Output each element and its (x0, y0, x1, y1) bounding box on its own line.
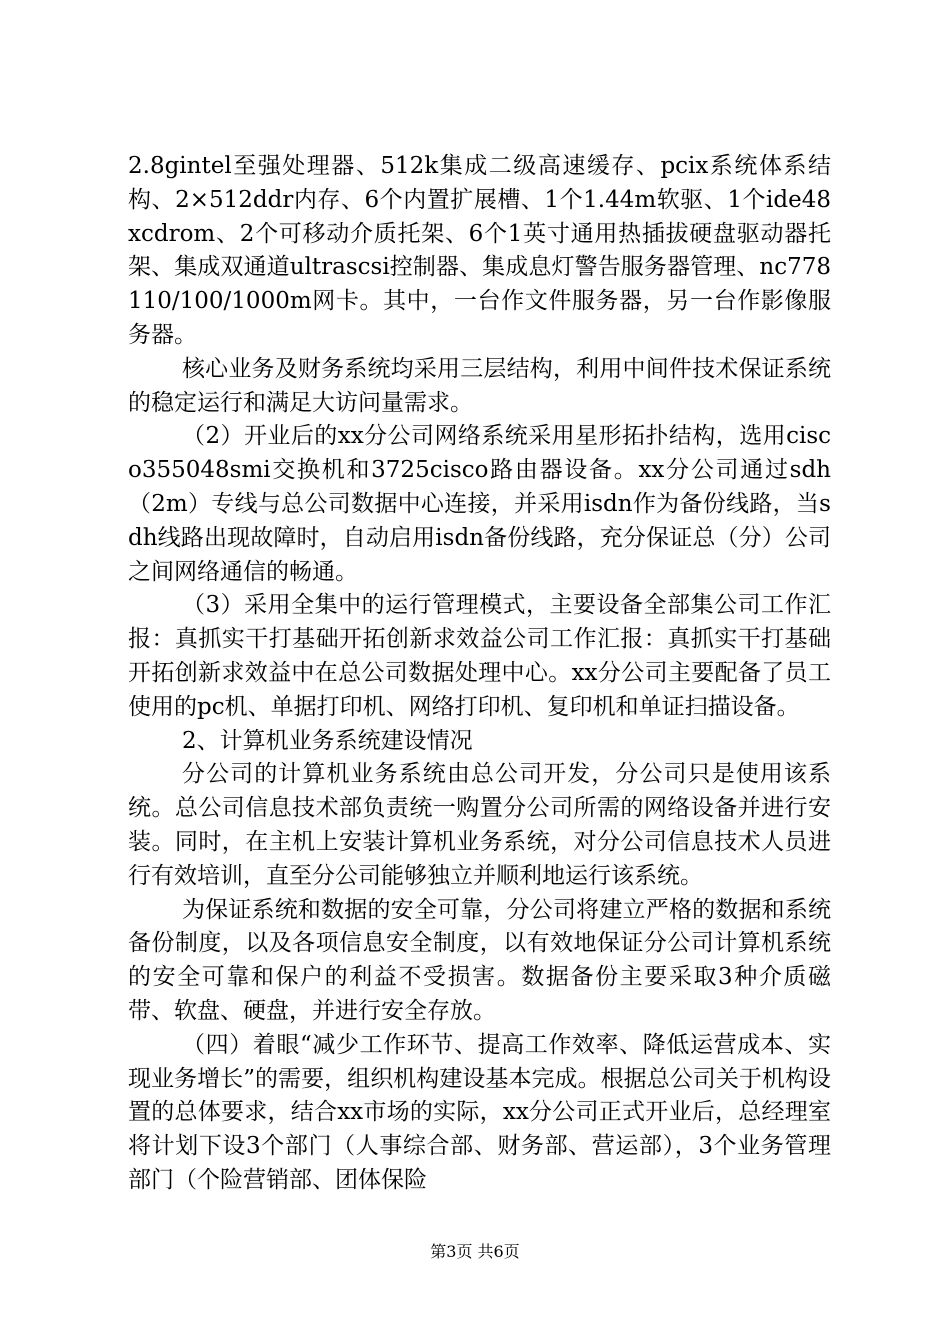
paragraph-data-security: 为保证系统和数据的安全可靠，分公司将建立严格的数据和系统备份制度，以及各项信息安全制度，以有效地保证分公司计算机系统的安全可靠和保户的利益不受损害。数据备份主要采取3种介质磁带、软盘、硬盘，并进行安全存放。 (128, 896, 831, 1024)
paragraph-organization-structure: （四）着眼“减少工作环节、提高工作效率、降低运营成本、实现业务增长”的需要，组织机构建设基本完成。根据总公司关于机构设置的总体要求，结合xx市场的实际，xx分公司正式开业后，总经理室将计划下设3个部门（人事综合部、财务部、营运部），3个业务管理部门（个险营销部、团体保险 (128, 1031, 831, 1193)
paragraph-business-system-development: 分公司的计算机业务系统由总公司开发，分公司只是使用该系统。总公司信息技术部负责统一购置分公司所需的网络设备并进行安装。同时，在主机上安装计算机业务系统，对分公司信息技术人员进行有效培训，直至分公司能够独立并顺利地运行该系统。 (128, 761, 831, 889)
page-number-footer: 第3页 共6页 (430, 1242, 520, 1261)
document-body (128, 150, 831, 1198)
section-heading-business-system: 2、计算机业务系统建设情况 (182, 727, 473, 754)
paragraph-hardware-spec: 2.8gintel至强处理器、512k集成二级高速缓存、pcix系统体系结构、2×512ddr内存、6个内置扩展槽、1个1.44m软驱、1个ide48xcdrom、2个可移动介质托架、6个1英寸通用热插拔硬盘驱动器托架、集成双通道ultrascsi控制器、集成息灯警告服务器管理、nc778110/100/1000m网卡。其中，一台作文件服务器，另一台作影像服务器。 (128, 153, 831, 348)
paragraph-centralized-management: （3）采用全集中的运行管理模式，主要设备全部集公司工作汇报：真抓实干打基础开拓创新求效益公司工作汇报：真抓实干打基础开拓创新求效益中在总公司数据处理中心。xx分公司主要配备了员工使用的pc机、单据打印机、网络打印机、复印机和单证扫描设备。 (128, 592, 831, 720)
paragraph-network-system: （2）开业后的xx分公司网络系统采用星形拓扑结构，选用cisco355048smi交换机和3725cisco路由器设备。xx分公司通过sdh（2m）专线与总公司数据中心连接，并采用isdn作为备份线路，当sdh线路出现故障时，自动启用isdn备份线路，充分保证总（分）公司之间网络通信的畅通。 (128, 423, 831, 585)
paragraph-three-tier-architecture: 核心业务及财务系统均采用三层结构，利用中间件技术保证系统的稳定运行和满足大访问量需求。 (128, 355, 831, 416)
